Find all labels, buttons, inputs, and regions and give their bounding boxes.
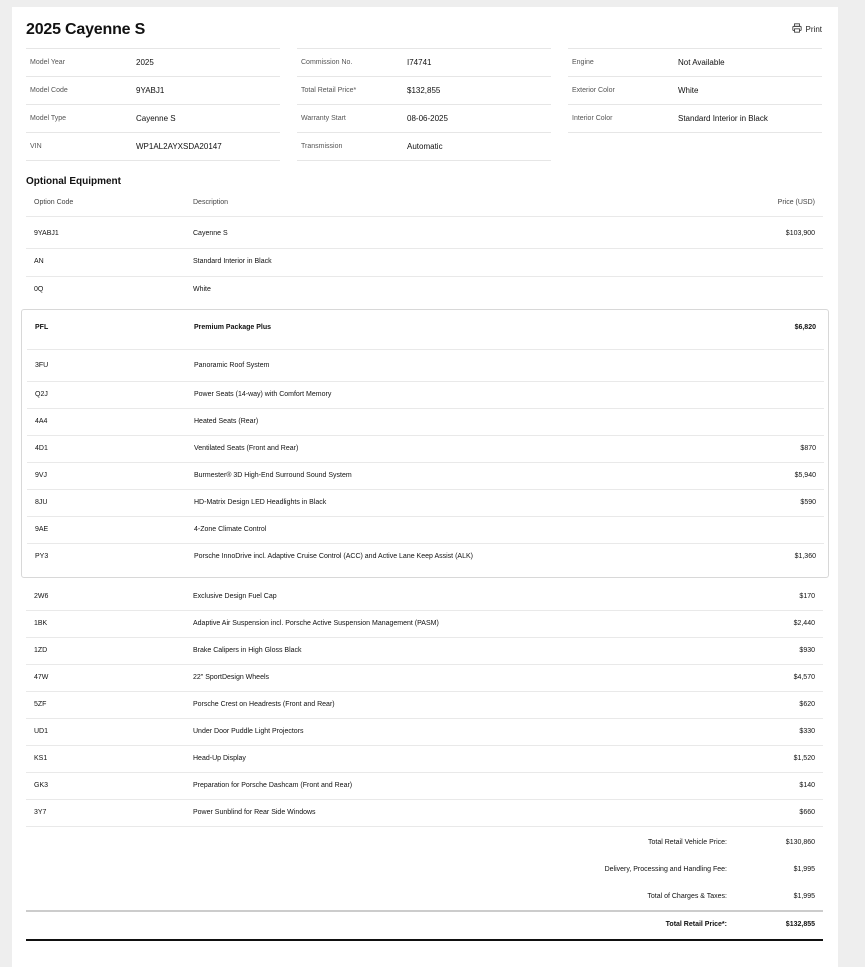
spec-value: I74741 bbox=[407, 58, 432, 67]
option-code: 9YABJ1 bbox=[34, 230, 59, 237]
spec-label: Interior Color bbox=[572, 115, 613, 122]
option-code: 4A4 bbox=[35, 418, 48, 425]
spec-row bbox=[297, 132, 551, 161]
spec-value: 2025 bbox=[136, 58, 154, 67]
option-code: 5ZF bbox=[34, 701, 47, 708]
spec-label: VIN bbox=[30, 143, 42, 150]
option-price: $2,440 bbox=[793, 620, 815, 627]
spec-label: Engine bbox=[572, 59, 594, 66]
option-code: 9VJ bbox=[35, 472, 48, 479]
package-item-row bbox=[27, 490, 824, 517]
table-row bbox=[26, 773, 823, 800]
total-label: Total Retail Vehicle Price: bbox=[648, 839, 727, 846]
option-code: 4D1 bbox=[35, 445, 48, 452]
divider-strong bbox=[26, 939, 823, 941]
option-code: 3Y7 bbox=[34, 809, 47, 816]
option-description: Under Door Puddle Light Projectors bbox=[193, 728, 304, 735]
option-code: 0Q bbox=[34, 286, 44, 293]
spec-value: Automatic bbox=[407, 142, 443, 151]
header-price: Price (USD) bbox=[777, 199, 815, 206]
option-price: $103,900 bbox=[785, 230, 815, 237]
table-row bbox=[26, 692, 823, 719]
option-price: $930 bbox=[799, 647, 815, 654]
spec-label: Commission No. bbox=[301, 59, 353, 66]
option-price: $5,940 bbox=[794, 472, 816, 479]
spec-row bbox=[297, 104, 551, 132]
option-description: Head-Up Display bbox=[193, 755, 246, 762]
table-row bbox=[26, 800, 823, 827]
option-price: $1,520 bbox=[793, 755, 815, 762]
spec-row bbox=[26, 132, 280, 161]
option-code: 2W6 bbox=[34, 593, 49, 600]
package-item-row bbox=[27, 544, 824, 570]
printer-icon bbox=[792, 23, 802, 35]
total-label: Delivery, Processing and Handling Fee: bbox=[604, 866, 727, 873]
table-row bbox=[26, 611, 823, 638]
spec-label: Total Retail Price* bbox=[301, 87, 357, 94]
option-price: $170 bbox=[799, 593, 815, 600]
spec-value: $132,855 bbox=[407, 86, 441, 95]
total-label: Total of Charges & Taxes: bbox=[647, 893, 727, 900]
option-description: Porsche Crest on Headrests (Front and Rear) bbox=[193, 701, 335, 708]
table-row bbox=[26, 277, 823, 304]
option-description: 4-Zone Climate Control bbox=[194, 526, 267, 533]
option-code: GK3 bbox=[34, 782, 49, 789]
table-row bbox=[26, 584, 823, 611]
spec-row bbox=[26, 48, 280, 76]
option-price: $330 bbox=[799, 728, 815, 735]
spec-value: Cayenne S bbox=[136, 114, 176, 123]
option-description: Exclusive Design Fuel Cap bbox=[193, 593, 277, 600]
option-code: 9AE bbox=[35, 526, 49, 533]
option-code: 1BK bbox=[34, 620, 48, 627]
option-code: KS1 bbox=[34, 755, 48, 762]
package-group-premium-package-plus bbox=[21, 309, 829, 578]
option-code: PY3 bbox=[35, 553, 49, 560]
option-code: AN bbox=[34, 258, 44, 265]
section-title-optional-equipment: Optional Equipment bbox=[26, 176, 121, 187]
print-button[interactable] bbox=[792, 23, 822, 35]
option-code: 1ZD bbox=[34, 647, 48, 654]
spec-label: Model Year bbox=[30, 59, 66, 66]
divider bbox=[26, 910, 823, 912]
option-description: Adaptive Air Suspension incl. Porsche Active Suspension Management (PASM) bbox=[193, 620, 439, 627]
print-label: Print bbox=[805, 24, 822, 34]
option-price: $4,570 bbox=[793, 674, 815, 681]
option-code: Q2J bbox=[35, 391, 48, 398]
spec-label: Exterior Color bbox=[572, 87, 615, 94]
package-item-row bbox=[27, 517, 824, 544]
option-code: 47W bbox=[34, 674, 49, 681]
option-price: $620 bbox=[799, 701, 815, 708]
spec-row bbox=[297, 48, 551, 76]
package-description: Premium Package Plus bbox=[194, 324, 272, 331]
spec-value: Standard Interior in Black bbox=[678, 114, 768, 123]
page-title: 2025 Cayenne S bbox=[26, 21, 146, 38]
option-code: UD1 bbox=[34, 728, 49, 735]
option-price: $870 bbox=[800, 445, 816, 452]
spec-column-1 bbox=[26, 48, 280, 161]
option-description: Power Sunblind for Rear Side Windows bbox=[193, 809, 316, 816]
option-description: Brake Calipers in High Gloss Black bbox=[193, 647, 302, 654]
spec-column-3 bbox=[568, 48, 822, 133]
spec-row bbox=[568, 104, 822, 133]
spec-value: 08-06-2025 bbox=[407, 114, 448, 123]
spec-value: WP1AL2AYXSDA20147 bbox=[136, 142, 222, 151]
option-description: 22" SportDesign Wheels bbox=[193, 674, 270, 681]
header-option-code: Option Code bbox=[34, 199, 74, 206]
header-description: Description bbox=[193, 199, 229, 206]
total-value: $1,995 bbox=[793, 893, 815, 900]
option-description: Heated Seats (Rear) bbox=[194, 418, 259, 425]
package-price: $6,820 bbox=[794, 324, 816, 331]
table-row bbox=[26, 665, 823, 692]
total-value: $1,995 bbox=[793, 866, 815, 873]
spec-label: Transmission bbox=[301, 143, 343, 150]
table-row bbox=[26, 638, 823, 665]
option-description: HD-Matrix Design LED Headlights in Black bbox=[194, 499, 327, 506]
grand-total-label: Total Retail Price*: bbox=[665, 921, 727, 928]
option-price: $660 bbox=[799, 809, 815, 816]
package-item-row bbox=[27, 463, 824, 490]
spec-row bbox=[568, 76, 822, 104]
option-description: Cayenne S bbox=[193, 230, 228, 237]
package-item-row bbox=[27, 350, 824, 382]
option-description: White bbox=[193, 286, 211, 293]
spec-value: Not Available bbox=[678, 58, 725, 67]
spec-label: Model Type bbox=[30, 115, 67, 122]
option-code: 3FU bbox=[35, 362, 49, 369]
package-item-row bbox=[27, 436, 824, 463]
option-code: 8JU bbox=[35, 499, 48, 506]
option-description: Burmester® 3D High-End Surround Sound System bbox=[194, 472, 352, 479]
package-item-row bbox=[27, 382, 824, 409]
spec-label: Warranty Start bbox=[301, 115, 346, 122]
table-header bbox=[26, 192, 823, 217]
spec-column-2 bbox=[297, 48, 551, 161]
table-row bbox=[26, 719, 823, 746]
option-description: Preparation for Porsche Dashcam (Front and Rear) bbox=[193, 782, 353, 789]
spec-value: 9YABJ1 bbox=[136, 86, 165, 95]
spec-row bbox=[26, 104, 280, 132]
option-price: $1,360 bbox=[794, 553, 816, 560]
vehicle-summary-card bbox=[12, 7, 838, 967]
table-row bbox=[26, 746, 823, 773]
option-price: $590 bbox=[800, 499, 816, 506]
option-price: $140 bbox=[799, 782, 815, 789]
spec-value: White bbox=[678, 86, 699, 95]
total-value: $130,860 bbox=[785, 839, 815, 846]
package-header-row bbox=[27, 310, 824, 350]
option-description: Standard Interior in Black bbox=[193, 258, 272, 265]
package-code: PFL bbox=[35, 324, 49, 331]
spec-row bbox=[26, 76, 280, 104]
package-item-row bbox=[27, 409, 824, 436]
grand-total-value: $132,855 bbox=[785, 921, 815, 928]
option-description: Power Seats (14-way) with Comfort Memory bbox=[194, 391, 332, 398]
option-description: Ventilated Seats (Front and Rear) bbox=[194, 445, 299, 452]
spec-row bbox=[297, 76, 551, 104]
table-row bbox=[26, 249, 823, 277]
table-row bbox=[26, 217, 823, 249]
spec-row bbox=[568, 48, 822, 76]
option-description: Porsche InnoDrive incl. Adaptive Cruise Control (ACC) and Active Lane Keep Assist (ALK) bbox=[194, 553, 473, 560]
spec-label: Model Code bbox=[30, 87, 68, 94]
option-description: Panoramic Roof System bbox=[194, 362, 270, 369]
